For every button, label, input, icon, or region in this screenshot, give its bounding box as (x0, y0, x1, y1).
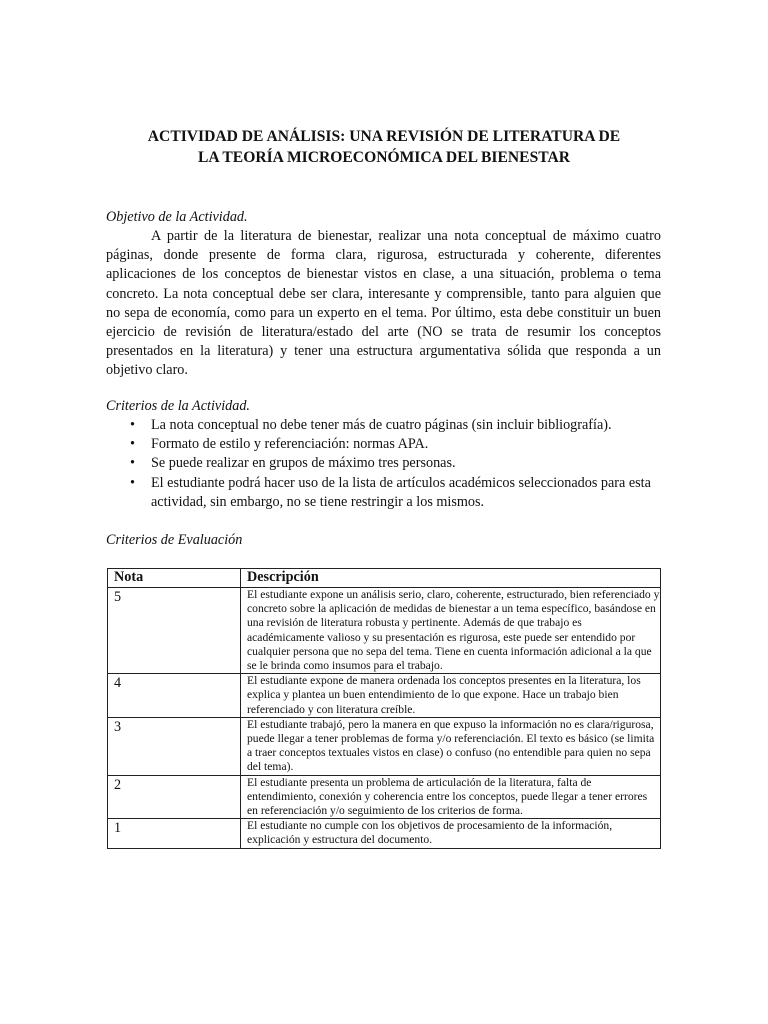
header-grade: Nota (108, 569, 241, 588)
criteria-heading: Criterios de la Actividad. (106, 398, 250, 414)
objective-heading: Objetivo de la Actividad. (106, 209, 248, 225)
objective-paragraph: A partir de la literatura de bienestar, realizar una nota conceptual de máximo cuatro páginas, donde presente de forma clara, rigurosa, estructurada y coherente, diferentes aplicaciones de los conceptos de bienestar vistos en clase, a una situación, problema o tema concreto. La nota conceptual debe ser clara, interesante y comprensible, tanto para alguien que no sepa de economía, como para un experto en el tema. Por último, esta debe constituir un buen ejercicio de revisión de literatura/estado del arte (NO se trata de resumir los conceptos presentados en la literatura) y tener una estructura argumentativa sólida que responda a un objetivo claro. (106, 228, 661, 379)
table-row (108, 588, 661, 674)
grade-cell: 1 (108, 819, 241, 848)
grade-cell: 4 (108, 674, 241, 718)
criteria-item (106, 435, 661, 454)
evaluation-heading: Criterios de Evaluación (106, 532, 243, 548)
evaluation-rubric-table (107, 568, 661, 849)
criteria-item-text: El estudiante podrá hacer uso de la lista de artículos académicos seleccionados para esta actividad, sin embargo, no se tiene restringir a los mismos. (151, 474, 651, 510)
table-row (108, 674, 661, 718)
header-description: Descripción (241, 569, 661, 588)
description-cell: El estudiante expone de manera ordenada los conceptos presentes en la literatura, los explica y plantea un buen entendimiento de lo que expone. Hace un trabajo bien referenciado y con literatura creíble. (241, 674, 661, 718)
table-header-row (108, 569, 661, 588)
grade-cell: 5 (108, 588, 241, 674)
criteria-item-text: Formato de estilo y referenciación: normas APA. (151, 436, 429, 453)
criteria-list (106, 416, 661, 512)
description-cell: El estudiante expone un análisis serio, claro, coherente, estructurado, bien referenciado y concreto sobre la aplicación de medidas de bienestar a un tema específico, basándose en una revisión de literatura robusta y pertinente. Además de que trabajo es académicamente valioso y su presentación es rigurosa, este puede ser entendido por cualquier persona que no sepa del tema. Tiene en cuenta información adicional a la que se le brinda como insumos para el trabajo. (241, 588, 661, 674)
criteria-item (106, 416, 661, 435)
criteria-item-text: La nota conceptual no debe tener más de cuatro páginas (sin incluir bibliografía). (151, 417, 612, 433)
grade-cell: 2 (108, 775, 241, 819)
description-cell: El estudiante trabajó, pero la manera en que expuso la información no es clara/rigurosa, puede llegar a tener problemas de forma y/o referenciación. El texto es básico (se limita a traer conceptos textuales vistos en clase) o confuso (no entendible para quien no sepa del tema). (241, 717, 661, 775)
bullet-icon: • (130, 417, 135, 433)
description-cell: El estudiante no cumple con los objetivos de procesamiento de la información, explicación y estructura del documento. (241, 819, 661, 848)
criteria-item (106, 454, 661, 473)
document-title (100, 126, 668, 168)
table-row (108, 775, 661, 819)
table-row (108, 819, 661, 848)
bullet-icon: • (130, 474, 135, 491)
bullet-icon: • (130, 455, 135, 472)
title-line-1: ACTIVIDAD DE ANÁLISIS: UNA REVISIÓN DE LITERATURA DE (147, 128, 621, 145)
title-line-2: LA TEORÍA MICROECONÓMICA DEL BIENESTAR (197, 149, 571, 166)
grade-cell: 3 (108, 717, 241, 775)
table-row (108, 717, 661, 775)
bullet-icon: • (130, 436, 135, 453)
criteria-item (106, 474, 661, 512)
criteria-item-text: Se puede realizar en grupos de máximo tres personas. (151, 455, 456, 472)
description-cell: El estudiante presenta un problema de articulación de la literatura, falta de entendimiento, conexión y coherencia entre los conceptos, puede llegar a tener errores en referenciación y/o seguimiento de los criterios de forma. (241, 775, 661, 819)
